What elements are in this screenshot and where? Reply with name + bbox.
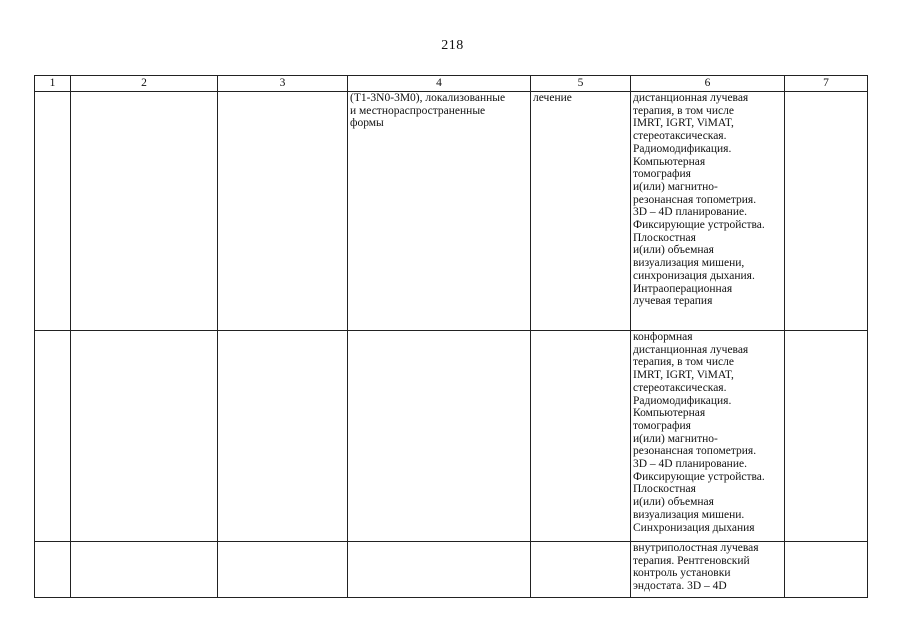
table-row [35, 92, 868, 331]
cell-text-line: эндостата. 3D – 4D [633, 580, 727, 593]
cell-text-line: и местнораспространенные [350, 104, 486, 117]
cell-col1 [35, 542, 71, 598]
header-cell-6: 6 [631, 76, 785, 92]
cell-col4 [348, 92, 531, 331]
header-cell-5: 5 [531, 76, 631, 92]
cell-text-line: Радиомодификация. [633, 142, 732, 155]
cell-col5 [531, 331, 631, 542]
cell-col3 [218, 542, 348, 598]
cell-col3 [218, 331, 348, 542]
table-row [35, 331, 868, 542]
cell-text-line: конформная [633, 331, 693, 343]
cell-col7 [785, 331, 868, 542]
cell-text-line: контроль установки [633, 567, 731, 580]
cell-col7 [785, 92, 868, 331]
cell-text-line: визуализация мишени, [633, 257, 745, 270]
medical-care-table [34, 75, 868, 598]
header-cell-4: 4 [348, 76, 531, 92]
cell-text-line: Плоскостная [633, 231, 696, 244]
cell-text-line: терапия, в том числе [633, 356, 734, 369]
cell-text-line: синхронизация дыхания. [633, 269, 755, 282]
cell-text-line: IMRT, IGRT, ViMAT, [633, 369, 734, 382]
cell-col6 [631, 92, 785, 331]
cell-col1 [35, 331, 71, 542]
cell-text-line: стереотаксическая. [633, 381, 727, 394]
cell-text-line: стереотаксическая. [633, 130, 727, 143]
cell-col4 [348, 542, 531, 598]
cell-text-line: и(или) объемная [633, 244, 714, 257]
cell-col2 [71, 92, 218, 331]
cell-text-line: Фиксирующие устройства. [633, 470, 765, 483]
cell-text-line: резонансная топометрия. [633, 445, 757, 458]
header-cell-2: 2 [71, 76, 218, 92]
cell-text-line: дистанционная лучевая [633, 343, 749, 356]
cell-text-line: томография [633, 168, 691, 181]
cell-text-line: и(или) магнитно- [633, 432, 718, 445]
table-row [35, 542, 868, 598]
cell-text-line: Синхронизация дыхания [633, 521, 755, 534]
cell-text-line: внутриполостная лучевая [633, 542, 759, 554]
cell-text-line: терапия. Рентгеновский [633, 554, 750, 567]
cell-col1 [35, 92, 71, 331]
cell-text-line: Компьютерная [633, 407, 706, 420]
cell-text-line: формы [350, 117, 384, 130]
cell-col2 [71, 542, 218, 598]
cell-text-line: и(или) объемная [633, 496, 714, 509]
cell-text-line: (T1-3N0-3M0), локализованные [350, 92, 506, 104]
cell-text-line: резонансная топометрия. [633, 193, 757, 206]
cell-text-line: 3D – 4D планирование. [633, 206, 747, 219]
cell-col5 [531, 542, 631, 598]
cell-text-line: терапия, в том числе [633, 104, 734, 117]
cell-text-line: дистанционная лучевая [633, 92, 749, 104]
header-cell-1: 1 [35, 76, 71, 92]
cell-text-line: лечение [533, 92, 572, 104]
cell-col5 [531, 92, 631, 331]
cell-text-line: и(или) магнитно- [633, 180, 718, 193]
cell-text-line: Фиксирующие устройства. [633, 219, 765, 232]
header-cell-3: 3 [218, 76, 348, 92]
cell-text-line: Компьютерная [633, 155, 706, 168]
table-header-row [35, 76, 868, 92]
cell-col4 [348, 331, 531, 542]
header-cell-7: 7 [785, 76, 868, 92]
cell-text-line: IMRT, IGRT, ViMAT, [633, 117, 734, 130]
cell-text-line: 3D – 4D планирование. [633, 458, 747, 471]
cell-text-line: лучевая терапия [633, 295, 713, 308]
cell-text-line: томография [633, 419, 691, 432]
page-number: 218 [441, 38, 464, 53]
cell-text-line: Радиомодификация. [633, 394, 732, 407]
cell-col2 [71, 331, 218, 542]
cell-col6 [631, 542, 785, 598]
cell-text-line: визуализация мишени. [633, 508, 745, 521]
cell-text-line: Плоскостная [633, 483, 696, 496]
cell-col7 [785, 542, 868, 598]
cell-text-line: Интраоперационная [633, 282, 733, 295]
cell-col3 [218, 92, 348, 331]
cell-col6 [631, 331, 785, 542]
